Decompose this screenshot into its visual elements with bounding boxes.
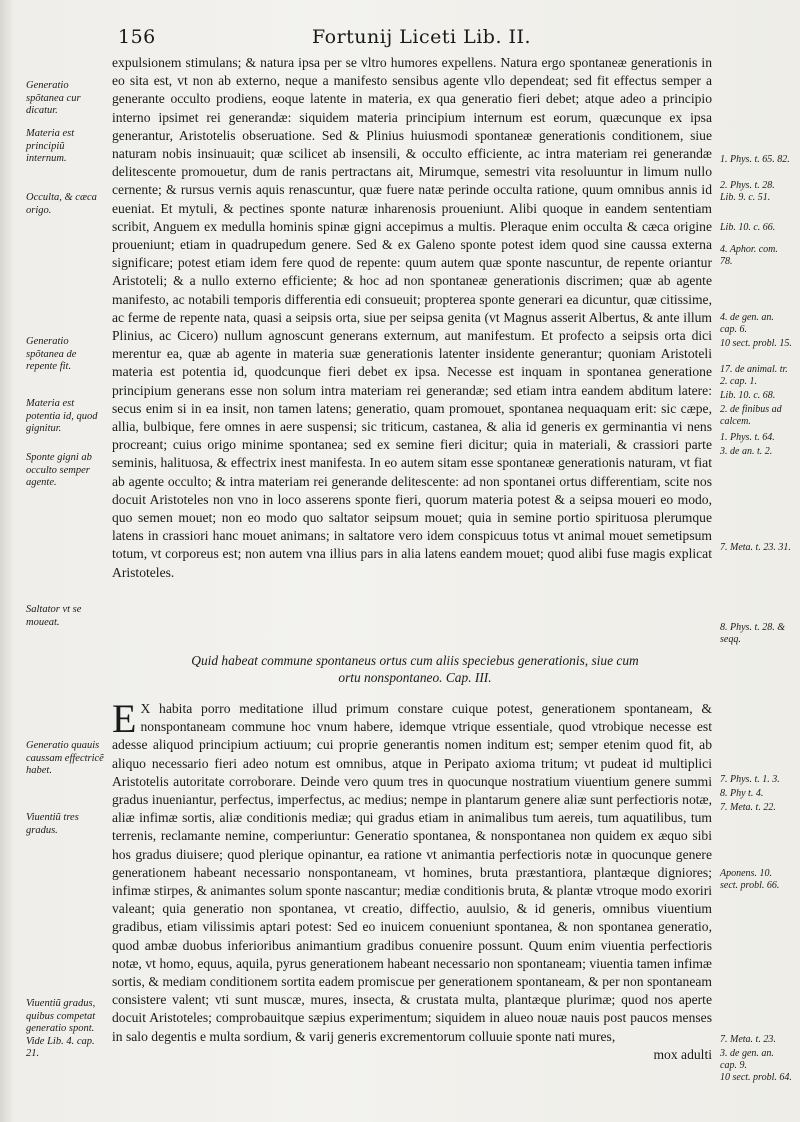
drop-cap: E [112,696,137,741]
paragraph: expulsionem stimulans; & natura ipsa per se vltro humores expellens. Natura ergo spontaneæ generationis in eo sita est, vt non ab externo, neque a manifesto sensibus agente vllo dependeat; sed fit effectus semper a generante occulto prodiens, eoque latente in materia, ex qua generatio fieri debet; atque adeo a principio interno ipsimet rei generandæ: siquidem materia principium internum est eorum, quæcunque ex ipsa generantur, Aristotelis obseruatione. Sed & Plinius huiusmodi spontaneæ generationis conditionem, siue naturam nobis insinuauit; quæ scilicet ab insensili, & occulto efficiente, ac intra materiam rei generandæ delitescente promouetur, dum de ranis pertractans ait, Mirumque, semestri vita resoluuntur in limum nullo cernente; & rursus vernis aquis renascuntur, quæ fuere natæ perinde occulta ratione, quum omnibus annis id eueniat. Et mytuli, & pectines sponte naturæ inharenosis proueniunt. Alibi quoque in eandem sententiam scribit, Anguem ex medulla hominis spinæ gigni accepimus a multis. Pleraque enim occulta & cæca origine proueniunt; etiam in quadrupedum genere. Sed & ex Galeno sponte potest idem quod sine caussa externa significare; potest etiam idem fere quod de repente: quum autem quæ sponte nascuntur, de repente oriantur Aristoteli; & a nullo externo efficiente; & hoc ad non spontaneæ generationis discrimen; quæ ab agente manifesto, ac notabili temporis differentia edi consueuit; propterea sponte generari ea dicuntur, quæ citissime, ac ferme de repente nata, quasi a seipsis orta, siue per seipsa genita (vt Magnus asserit Albertus, & ante illum Plinius, ac Cicero) nullum agnoscunt generans externum, aut manifestum. Et profecto a seipsis orta dici merentur ea, quæ ab agente in materia suæ generationis latenter insidente generantur; quoniam Aristoteli materia est potentia id, quodcunque fieri debet ex ipsa. Necesse est inquam in spontanea generatione principium generans esse non solum intra materiam rei generandæ; sed etiam intra eandem abditum latere: secus enim si in ea insit, non tamen latens; generatio, quam promouet, spontanea nequaquam erit: sic cæpe, allia, bulbique, fere omnes in aere suspensi; sic triticum, castanea, & alia id generis ex germinantia vi nens procreant; cuius origo minime spontanea; sed ex semine fieri dicitur; quia in materiali, & crassiori parte seminis, halituosa, & effectrix inest manifesta. In eo autem sitam esse spontaneæ generationis naturam, vt fiat ab agente occulto; & intra materiam rei generande delitescente: ad non spontanei ortus differentiam, scite nos docuit Aristoteles non vno in loco asserens sponte fieri, quorum materia potest & a seipsa moueri eo modo, quo semen mouet; non eo modo quo saltator seipsum mouet; quia in semine portio spirituosa plerumque latens in crassiori hanc mouet animans; in saltatore vero idem conspicuus totus vt animal mouet semetipsum totum, vt corporeus est; non autem vna illius pars in alia latens eandem mouet; quod alibi fuse magis explicat Aristoteles. [112,55,712,580]
margin-note-left: Generatio spõtanea cur dicatur. [26,80,81,116]
margin-note-right: 4. Aphor. com. 78. [720,244,778,267]
margin-note-left: Saltator vt se moueat. [26,604,82,628]
margin-note-left: Materia est potentia id, quod gignitur. [26,398,98,434]
margin-note-right: 8. Phy t. 4. [720,788,764,799]
margin-note-right: 4. de gen. an. cap. 6. [720,312,774,335]
margin-note-right: 7. Meta. t. 23. [720,1034,776,1045]
margin-note-right: 3. de an. t. 2. [720,446,773,457]
margin-note-right: 10 sect. probl. 64. [720,1072,792,1083]
page-header [112,26,710,52]
margin-note-right: 2. Phys. t. 28. Lib. 9. c. 51. [720,180,775,203]
margin-note-right: 1. Phys. t. 65. 82. [720,154,790,165]
margin-note-right: 1. Phys. t. 64. [720,432,775,443]
chapter-heading [150,652,680,686]
margin-note-right: Lib. 10. c. 68. [720,390,776,401]
paragraph: X habita porro meditatione illud primum constare cuique potest, generationem spontaneam, & nonspontaneam commune hoc vnum habere, idemque vtrique essentiale, quod vtrobique necesse est adesse aliquod principium actiuum; cui proprie generantis nomen inditum est; semper etenim quod fit, ab aliquo necessario fieri adeo notum est omnibus, atque in Peripato axioma tritum; vt pudeat id multiplici Aristotelis autoritate corroborare. Deinde vero quum tres in quocunque nostratium viuentium genere summi gradus inueniantur, perfectus, imperfectus, ac medius; nempe in plantarum genere aliæ sunt perfectioris notæ, aliæ infimæ sortis, aliæ conditionis mediæ; qui gradus etiam in animalibus tum aereis, tum aquatilibus, tum terrenis, reclamante nemine, comperiuntur: Generatio spontanea, & nonspontanea non quidem ex æquo sibi hos gradus diuisere; quod plerique opinantur, ea ratione vt animantia perfectioris notæ in quocunque genere generationem habeant necessario nonspontaneam, vt homines, bruta præstantiora, plantæque digniores; infimæ stirpes, & animantes solum sponte nascantur; mediæ conditionis bruta, & plantæ vtroque modo exoriri valeant; quia generatio non spontanea, vt creatio, diffectio, auulsio, & id generis, omnibus viuentium gradibus, etiam vilissimis aptari potest: Sed eo inuicem conueniunt spontanea, & non spontanea generatio, quod ambæ duobus inferioribus animantium gradibus conuenire possunt. Quum enim viuentia perfectioris notæ, vt homo, equus, aquila, pyrus generationem habeant necessario non spontaneam; viuentia tamen infimæ sortis, & mediam conditionem sortita eadem promiscue per generationem spontaneam, & per non spontaneam consistere valent; vti sunt muscæ, mures, insecta, & crustata multa, plantæque plurimæ; quod nos aperte docuit Aristoteles; comprobauitque sæpius experimentum; siquidem in alueo nouæ nauis post paucos menses in salo degentis e multa sordium, & varij generis excrementorum colluuie sponte nati mures, [112,701,712,1044]
margin-note-left: Materia est principiũ internum. [26,128,75,164]
margin-note-right: 7. Meta. t. 22. [720,802,776,813]
body-block-2 [112,696,712,1064]
margin-note-left: Viuentiũ tres gradus. [26,812,79,836]
margin-note-right: 8. Phys. t. 28. & seqq. [720,622,785,645]
margin-note-left: Generatio spõtanea de repente fit. [26,336,77,372]
margin-note-right: 7. Meta. t. 23. 31. [720,542,791,553]
margin-note-left: Generatio quauis caussam effectricẽ habet. [26,740,104,776]
chapter-heading-line-2: ortu nonspontaneo. Cap. III. [338,670,492,685]
page-number: 156 [118,26,156,48]
margin-note-left: Occulta, & cæca origo. [26,192,97,216]
catchword: mox adulti [653,1046,712,1062]
margin-note-right: 2. de finibus ad calcem. [720,404,782,427]
margin-note-right: Lib. 10. c. 66. [720,222,776,233]
margin-note-left: Sponte gigni ab occulto semper agente. [26,452,92,488]
margin-note-right: 17. de animal. tr. 2. cap. 1. [720,364,788,387]
margin-note-right: Aponens. 10. sect. probl. 66. [720,868,780,891]
body-block-1 [112,54,712,582]
margin-note-left: Viuentiũ gradus, quibus competat generatio spont. Vide Lib. 4. cap. 21. [26,998,96,1059]
margin-note-right: 3. de gen. an. cap. 9. [720,1048,774,1071]
chapter-heading-line-1: Quid habeat commune spontaneus ortus cum aliis speciebus generationis, siue cum [191,653,639,668]
running-title: Fortunij Liceti Lib. II. [312,26,532,48]
margin-note-right: 7. Phys. t. 1. 3. [720,774,780,785]
margin-note-right: 10 sect. probl. 15. [720,338,792,349]
